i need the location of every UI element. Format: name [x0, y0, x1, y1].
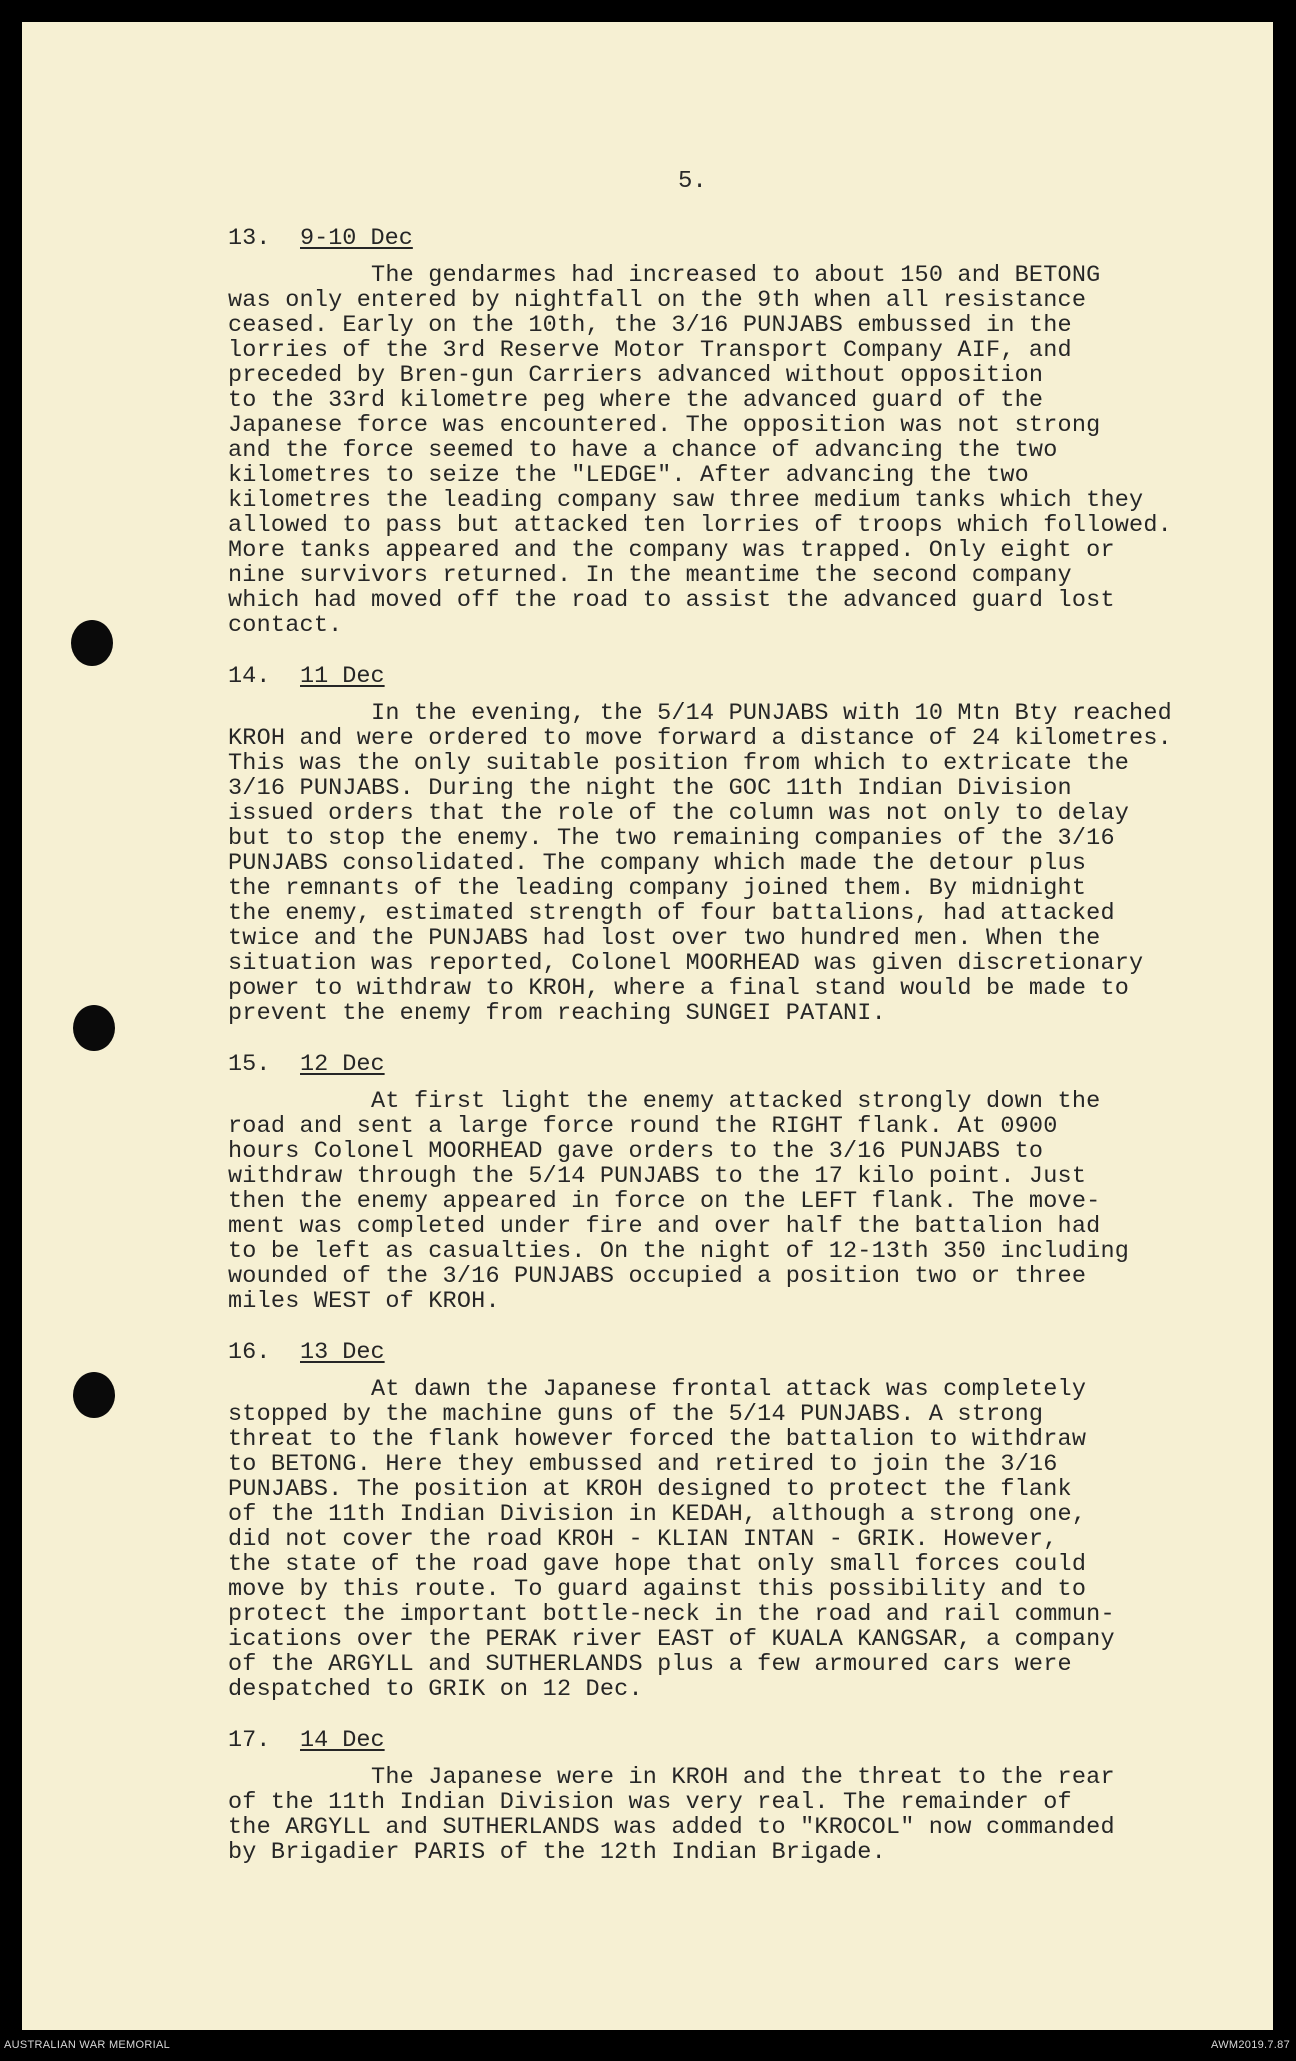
section-number: 14. [228, 663, 271, 690]
page-number: 5. [678, 168, 707, 195]
section-date: 14 Dec [300, 1727, 385, 1754]
section-paragraph: The Japanese were in KROH and the threat to the rear of the 11th Indian Division was very real. The remainder of the ARGYLL and SUTHERLANDS was added to "KROCOL" now commanded by Brigadier PARIS of the 12th Indian Brigade. [228, 1764, 1115, 1866]
section-paragraph: The gendarmes had increased to about 150 and BETONG was only entered by nightfall on the 9th when all resistance ceased. Early on the 10th, the 3/16 PUNJABS embussed in the lorries of the 3rd Reserve Motor Transport Company AIF, and preceded by Bren-gun Carriers advanced without opposition to the 33rd kilometre peg where the advanced guard of the Japanese force was encountered. The opposition was not strong and the force seemed to have a chance of advancing the two kilometres to seize the "LEDGE". After advancing the two kilometres the leading company saw three medium tanks which they allowed to pass but attacked ten lorries of troops which followed. More tanks appeared and the company was trapped. Only eight or nine survivors returned. In the meantime the second company which had moved off the road to assist the advanced guard lost contact. [228, 262, 1172, 639]
section-number: 15. [228, 1051, 271, 1078]
footer-reference-id: AWM2019.7.87 [1210, 2039, 1290, 2051]
section-paragraph: At first light the enemy attacked strongly down the road and sent a large force round the RIGHT flank. At 0900 hours Colonel MOORHEAD gave orders to the 3/16 PUNJABS to withdraw through the 5/14 PUNJABS to the 17 kilo point. Just then the enemy appeared in force on the LEFT flank. The move- ment was completed under fire and over half the battalion had to be left as casualties. On the night of 12-13th 350 including wounded of the 3/16 PUNJABS occupied a position two or three miles WEST of KROH. [228, 1088, 1130, 1315]
section-14 [228, 664, 1228, 1026]
section-16 [228, 1340, 1228, 1702]
section-17 [228, 1728, 1228, 1865]
punch-hole-bottom [73, 1372, 115, 1418]
section-heading [228, 226, 1228, 251]
section-date: 11 Dec [300, 663, 385, 690]
section-13 [228, 226, 1228, 638]
section-heading [228, 1052, 1228, 1077]
section-15 [228, 1052, 1228, 1314]
section-paragraph: In the evening, the 5/14 PUNJABS with 10 Mtn Bty reached KROH and were ordered to move forward a distance of 24 kilometres. This was the only suitable position from which to extricate the 3/16 PUNJABS. During the night the GOC 11th Indian Division issued orders that the role of the column was not only to delay but to stop the enemy. The two remaining companies of the 3/16 PUNJABS consolidated. The company which made the detour plus the remnants of the leading company joined them. By midnight the enemy, estimated strength of four battalions, had attacked twice and the PUNJABS had lost over two hundred men. When the situation was reported, Colonel MOORHEAD was given discretionary power to withdraw to KROH, where a final stand would be made to prevent the enemy from reaching SUNGEI PATANI. [228, 700, 1172, 1027]
section-heading [228, 1340, 1228, 1365]
document-body [228, 226, 1228, 1891]
section-number: 16. [228, 1339, 271, 1366]
punch-hole-top [71, 620, 113, 666]
footer-archive-name: AUSTRALIAN WAR MEMORIAL [4, 2039, 171, 2051]
section-paragraph: At dawn the Japanese frontal attack was completely stopped by the machine guns of the 5/14 PUNJABS. A strong threat to the flank however forced the battalion to withdraw to BETONG. Here they embussed and retired to join the 3/16 PUNJABS. The position at KROH designed to protect the flank of the 11th Indian Division in KEDAH, although a strong one, did not cover the road KROH - KLIAN INTAN - GRIK. However, the state of the road gave hope that only small forces could move by this route. To guard against this possibility and to protect the important bottle-neck in the road and rail commun- ications over the PERAK river EAST of KUALA KANGSAR, a company of the ARGYLL and SUTHERLANDS plus a few armoured cars were despatched to GRIK on 12 Dec. [228, 1376, 1115, 1703]
section-heading [228, 1728, 1228, 1753]
section-heading [228, 664, 1228, 689]
section-date: 12 Dec [300, 1051, 385, 1078]
section-number: 13. [228, 225, 271, 252]
section-date: 13 Dec [300, 1339, 385, 1366]
section-date: 9-10 Dec [300, 225, 413, 252]
punch-hole-middle [73, 1005, 115, 1051]
section-number: 17. [228, 1727, 271, 1754]
